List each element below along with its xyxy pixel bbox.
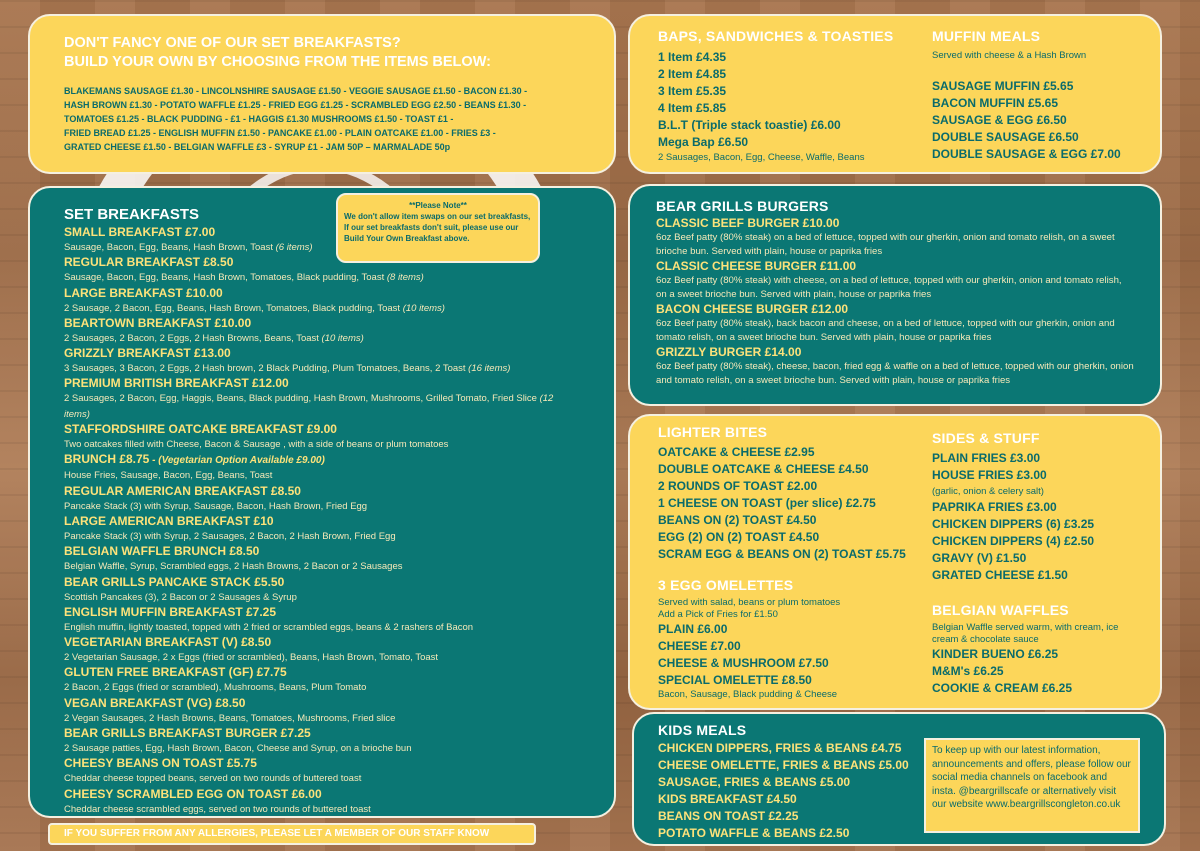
burger-item-name: CLASSIC BEEF BURGER £10.00 [656, 216, 840, 230]
kids-item: SAUSAGE, FRIES & BEANS £5.00 [658, 775, 851, 789]
set-breakfast-title: BELGIAN WAFFLE BRUNCH £8.50 [64, 544, 260, 559]
social-info-box: To keep up with our latest information, announcements and offers, please follow our social media channels on facebook and insta. @beargrillscafe or alternatively visit our website www.beargrillscongleton.co.uk [924, 738, 1140, 833]
set-breakfast-desc [64, 620, 580, 635]
set-breakfast-desc [64, 711, 580, 726]
set-breakfast-desc [64, 680, 580, 695]
set-breakfast-desc-text: 2 Vegan Sausages, 2 Hash Browns, Beans, Tomatoes, Mushrooms, Fried slice [64, 712, 396, 724]
kids-item: KIDS BREAKFAST £4.50 [658, 792, 797, 806]
lighter-item: 1 CHEESE ON TOAST (per slice) £2.75 [658, 496, 876, 510]
set-breakfast-desc-text: Sausage, Bacon, Egg, Beans, Hash Brown, Tomatoes, Black pudding, Toast [64, 272, 385, 284]
set-breakfast-desc-text: Pancake Stack (3) with Syrup, Sausage, Bacon, Hash Brown, Fried Egg [64, 500, 368, 512]
set-breakfast-name [64, 544, 580, 559]
baps-item: Mega Bap £6.50 [658, 135, 749, 149]
muffin-item: DOUBLE SAUSAGE & EGG £7.00 [932, 147, 1121, 161]
set-breakfast-desc-text: 2 Sausage, 2 Bacon, Egg, Beans, Hash Brown, Tomatoes, Black pudding, Toast [64, 302, 401, 314]
muffin-item: SAUSAGE & EGG £6.50 [932, 113, 1067, 127]
lighter-item: OATCAKE & CHEESE £2.95 [658, 445, 815, 459]
lighter-bites-panel [628, 414, 1162, 710]
set-breakfast-title: STAFFORDSHIRE OATCAKE BREAKFAST £9.00 [64, 422, 337, 437]
set-breakfast-desc-text: Sausage, Bacon, Egg, Beans, Hash Brown, Toast [64, 242, 273, 253]
set-breakfast-count: (8 items) [386, 272, 424, 284]
waffle-item: M&M's £6.25 [932, 664, 1004, 678]
omelette-item: CHEESE & MUSHROOM £7.50 [658, 656, 829, 670]
set-breakfast-name [64, 787, 580, 802]
sides-item: PLAIN FRIES £3.00 [932, 451, 1041, 465]
waffles-title: BELGIAN WAFFLES [932, 602, 1069, 618]
muffin-item: SAUSAGE MUFFIN £5.65 [932, 79, 1074, 93]
set-breakfast-desc [64, 802, 580, 817]
set-breakfast-desc-text: 2 Sausage patties, Egg, Hash Brown, Bacon, Cheese and Syrup, on a brioche bun [64, 743, 412, 755]
baps-title: BAPS, SANDWICHES & TOASTIES [658, 28, 894, 44]
burgers-panel [628, 184, 1162, 406]
waffles-desc: Belgian Waffle served warm, with cream, ice cream & chocolate sauce [932, 622, 1119, 645]
set-breakfast-title: REGULAR AMERICAN BREAKFAST £8.50 [64, 483, 301, 498]
set-breakfast-desc-text: Scottish Pancakes (3), 2 Bacon or 2 Sausages & Syrup [64, 591, 297, 603]
lighter-item: SCRAM EGG & BEANS ON (2) TOAST £5.75 [658, 547, 906, 561]
special-omelette-desc: Bacon, Sausage, Black pudding & Cheese [658, 689, 838, 700]
baps-item: 4 Item £5.85 [658, 101, 727, 115]
set-breakfast-name [64, 484, 580, 499]
omelette-item: PLAIN £6.00 [658, 622, 728, 636]
note-heading: **Please Note** [409, 201, 467, 210]
set-breakfast-name [64, 635, 580, 650]
omelettes-title: 3 EGG OMELETTES [658, 577, 794, 593]
set-breakfast-title: GRIZZLY BREAKFAST £13.00 [64, 346, 231, 361]
set-breakfast-desc-text: 2 Sausages, 2 Bacon, Egg, Haggis, Beans, Black pudding, Hash Brown, Mushrooms, Grilled Tomato, Fried Slice [64, 393, 537, 405]
set-breakfast-title: VEGETARIAN BREAKFAST (V) £8.50 [64, 635, 272, 650]
muffin-item: DOUBLE SAUSAGE £6.50 [932, 130, 1079, 144]
baps-item: B.L.T (Triple stack toastie) £6.00 [658, 118, 841, 132]
set-breakfast-title: CHEESY BEANS ON TOAST £5.75 [64, 756, 257, 771]
sides-item: HOUSE FRIES £3.00 [932, 468, 1047, 482]
sides-column [932, 430, 1152, 697]
kids-item: CHEESE OMELETTE, FRIES & BEANS £5.00 [658, 758, 909, 772]
lighter-item: BEANS ON (2) TOAST £4.50 [658, 513, 817, 527]
sides-item: GRAVY (V) £1.50 [932, 551, 1027, 565]
set-breakfast-title: LARGE AMERICAN BREAKFAST £10 [64, 513, 274, 528]
set-breakfast-name [64, 514, 580, 529]
set-breakfast-name [64, 376, 580, 391]
set-breakfast-count: (10 items) [321, 332, 364, 344]
set-breakfast-name [64, 605, 580, 620]
omelette-item: SPECIAL OMELETTE £8.50 [658, 673, 812, 687]
set-breakfast-count: (10 items) [402, 302, 445, 314]
please-note-box [336, 193, 540, 263]
set-breakfast-count: (16 items) [468, 363, 511, 375]
set-breakfast-name [64, 575, 580, 590]
burger-item-desc: 6oz Beef patty (80% steak), back bacon and cheese, on a bed of lettuce, topped with our gherkin, onion and tomato relish, on a sweet brioche bun. Served with plain, house or paprika fries [656, 318, 1115, 343]
set-breakfast-title: GLUTEN FREE BREAKFAST (GF) £7.75 [64, 665, 287, 680]
kids-item: BEANS ON TOAST £2.25 [658, 809, 799, 823]
burger-item-desc: 6oz Beef patty (80% steak) with cheese, on a bed of lettuce, topped with our gherkin, onion and tomato relish, on a sweet brioche bun. Served with plain, house or paprika fries [656, 275, 1122, 300]
omelettes-subtitle: Served with salad, beans or plum tomatoes [658, 597, 841, 608]
lighter-title: LIGHTER BITES [658, 424, 768, 440]
waffle-item: KINDER BUENO £6.25 [932, 647, 1059, 661]
baps-column [658, 28, 928, 164]
lighter-item: EGG (2) ON (2) TOAST £4.50 [658, 530, 820, 544]
baps-item: 1 Item £4.35 [658, 50, 727, 64]
set-breakfast-title: REGULAR BREAKFAST £8.50 [64, 255, 234, 270]
burger-item-name: GRIZZLY BURGER £14.00 [656, 345, 802, 359]
burger-item-desc: 6oz Beef patty (80% steak), cheese, bacon, fried egg & waffle on a bed of lettuce, topped with our gherkin, onion and tomato relish, on a sweet brioche bun. Served with plain, house or paprika fries [656, 361, 1134, 386]
muffin-item: BACON MUFFIN £5.65 [932, 96, 1059, 110]
set-breakfasts-panel [28, 186, 616, 818]
set-breakfast-desc [64, 270, 580, 285]
set-breakfast-name [64, 665, 580, 680]
set-breakfasts-list [64, 225, 580, 817]
set-breakfast-desc [64, 468, 580, 483]
set-breakfast-desc [64, 650, 580, 665]
set-breakfast-name [64, 316, 580, 331]
set-breakfast-desc [64, 331, 580, 346]
mega-bap-desc: 2 Sausages, Bacon, Egg, Cheese, Waffle, Beans [658, 152, 865, 163]
burger-item-desc: 6oz Beef patty (80% steak) on a bed of lettuce, topped with our gherkin, onion and tomato relish, on a sweet brioche bun. Served with plain, house or paprika fries [656, 232, 1115, 257]
set-breakfast-desc [64, 499, 580, 514]
set-breakfast-desc-text: English muffin, lightly toasted, topped with 2 fried or scrambled eggs, beans & 2 rashers of Bacon [64, 621, 474, 633]
set-breakfast-title: VEGAN BREAKFAST (VG) £8.50 [64, 695, 246, 710]
set-breakfast-name [64, 696, 580, 711]
lighter-item: DOUBLE OATCAKE & CHEESE £4.50 [658, 462, 869, 476]
set-breakfast-desc-text: 2 Vegetarian Sausage, 2 x Eggs (fried or scrambled), Beans, Hash Brown, Tomato, Toast [64, 652, 439, 664]
omelette-item: CHEESE £7.00 [658, 639, 741, 653]
build-title-line1: DON'T FANCY ONE OF OUR SET BREAKFASTS? [64, 35, 401, 51]
set-breakfast-name [64, 346, 580, 361]
build-title-line2: BUILD YOUR OWN BY CHOOSING FROM THE ITEMS BELOW: [64, 54, 491, 70]
set-breakfast-desc-text: Two oatcakes filled with Cheese, Bacon & Sausage , with a side of beans or plum tomatoes [64, 439, 449, 451]
set-breakfast-name [64, 286, 580, 301]
note-text: We don't allow item swaps on our set breakfasts, If our set breakfasts don't suit, please use our Build Your Own Breakfast above. [344, 212, 531, 243]
sides-item: PAPRIKA FRIES £3.00 [932, 500, 1057, 514]
muffins-title: MUFFIN MEALS [932, 28, 1041, 44]
set-breakfast-name [64, 422, 580, 437]
house-fries-desc: (garlic, onion & celery salt) [932, 486, 1044, 497]
build-items-list [64, 84, 580, 154]
set-breakfast-title: BEAR GRILLS PANCAKE STACK £5.50 [64, 574, 285, 589]
set-breakfast-title: SMALL BREAKFAST £7.00 [64, 225, 216, 239]
set-breakfast-name [64, 452, 580, 468]
set-breakfast-desc-text: Cheddar cheese topped beans, served on two rounds of buttered toast [64, 773, 362, 785]
sides-title: SIDES & STUFF [932, 430, 1040, 446]
baps-item: 3 Item £5.35 [658, 84, 727, 98]
lighter-column [658, 424, 928, 701]
set-breakfast-title: BEAR GRILLS BREAKFAST BURGER £7.25 [64, 726, 311, 741]
set-breakfast-title: CHEESY SCRAMBLED EGG ON TOAST £6.00 [64, 786, 322, 801]
build-items-line: FRIED BREAD £1.25 - ENGLISH MUFFIN £1.50 - PANCAKE £1.00 - PLAIN OATCAKE £1.00 - FRIES £3 - [64, 128, 496, 138]
set-breakfast-desc [64, 590, 580, 605]
set-breakfast-desc [64, 361, 580, 376]
sides-item: GRATED CHEESE £1.50 [932, 568, 1068, 582]
set-breakfast-desc [64, 559, 580, 574]
set-breakfast-title: PREMIUM BRITISH BREAKFAST £12.00 [64, 376, 289, 391]
build-items-line: GRATED CHEESE £1.50 - BELGIAN WAFFLE £3 - SYRUP £1 - JAM 50P – MARMALADE 50p [64, 142, 451, 152]
lighter-item: 2 ROUNDS OF TOAST £2.00 [658, 479, 818, 493]
kids-meals-panel [632, 712, 1166, 846]
set-breakfast-desc-text: Cheddar cheese scrambled eggs, served on two rounds of buttered toast [64, 803, 371, 815]
set-breakfast-desc [64, 391, 580, 422]
sides-item: CHICKEN DIPPERS (4) £2.50 [932, 534, 1095, 548]
kids-item: CHICKEN DIPPERS, FRIES & BEANS £4.75 [658, 741, 902, 755]
set-breakfast-title: BRUNCH £8.75 [64, 452, 150, 467]
muffins-column [932, 28, 1152, 163]
set-breakfast-desc-text: 2 Sausages, 2 Bacon, 2 Eggs, 2 Hash Browns, Beans, Toast [64, 332, 319, 344]
set-breakfast-suffix: - (Vegetarian Option Available £9.00) [149, 455, 325, 467]
build-items-line: HASH BROWN £1.30 - POTATO WAFFLE £1.25 - FRIED EGG £1.25 - SCRAMBLED EGG £2.50 - BEANS £1.30 - [64, 100, 527, 110]
kids-title: KIDS MEALS [658, 722, 747, 738]
set-breakfast-desc [64, 437, 580, 452]
set-breakfast-title: ENGLISH MUFFIN BREAKFAST £7.25 [64, 604, 277, 619]
set-breakfast-desc-text: House Fries, Sausage, Bacon, Egg, Beans, Toast [64, 470, 273, 482]
set-breakfast-count: (12 items) [64, 393, 554, 420]
set-breakfast-desc [64, 529, 580, 544]
baps-item: 2 Item £4.85 [658, 67, 727, 81]
set-breakfast-desc-text: 3 Sausages, 3 Bacon, 2 Eggs, 2 Hash brown, 2 Black Pudding, Plum Tomatoes, Beans, 2 Toast [64, 363, 466, 375]
waffle-item: COOKIE & CREAM £6.25 [932, 681, 1073, 695]
set-breakfasts-title: SET BREAKFASTS [64, 206, 200, 223]
set-breakfast-desc [64, 741, 580, 756]
set-breakfast-desc-text: Belgian Waffle, Syrup, Scrambled eggs, 2 Hash Browns, 2 Bacon or 2 Sausages [64, 561, 403, 573]
kids-item: POTATO WAFFLE & BEANS £2.50 [658, 826, 850, 840]
build-items-line: TOMATOES £1.25 - BLACK PUDDING - £1 - HAGGIS £1.30 MUSHROOMS £1.50 - TOAST £1 - [64, 114, 454, 124]
baps-muffins-panel [628, 14, 1162, 174]
set-breakfast-desc-text: Pancake Stack (3) with Syrup, 2 Sausages, 2 Bacon, 2 Hash Brown, Fried Egg [64, 530, 396, 542]
muffins-subtitle: Served with cheese & a Hash Brown [932, 50, 1087, 61]
burger-item-name: BACON CHEESE BURGER £12.00 [656, 302, 849, 316]
build-items-line: BLAKEMANS SAUSAGE £1.30 - LINCOLNSHIRE SAUSAGE £1.50 - VEGGIE SAUSAGE £1.50 - BACON £1.30 - [64, 86, 528, 96]
set-breakfast-title: LARGE BREAKFAST £10.00 [64, 285, 223, 300]
build-your-own-panel [28, 14, 616, 174]
set-breakfast-desc [64, 301, 580, 316]
omelettes-fries-note: Add a Pick of Fries for £1.50 [658, 609, 778, 620]
burgers-title: BEAR GRILLS BURGERS [656, 198, 829, 214]
set-breakfast-desc-text: 2 Bacon, 2 Eggs (fried or scrambled), Mushrooms, Beans, Plum Tomato [64, 682, 367, 694]
set-breakfast-title: BEARTOWN BREAKFAST £10.00 [64, 315, 252, 330]
allergy-notice: IF YOU SUFFER FROM ANY ALLERGIES, PLEASE LET A MEMBER OF OUR STAFF KNOW [48, 823, 536, 845]
set-breakfast-name [64, 726, 580, 741]
set-breakfast-count: (6 items) [275, 242, 313, 253]
burger-item-name: CLASSIC CHEESE BURGER £11.00 [656, 259, 857, 273]
sides-item: CHICKEN DIPPERS (6) £3.25 [932, 517, 1095, 531]
set-breakfast-desc [64, 771, 580, 786]
set-breakfast-name [64, 756, 580, 771]
